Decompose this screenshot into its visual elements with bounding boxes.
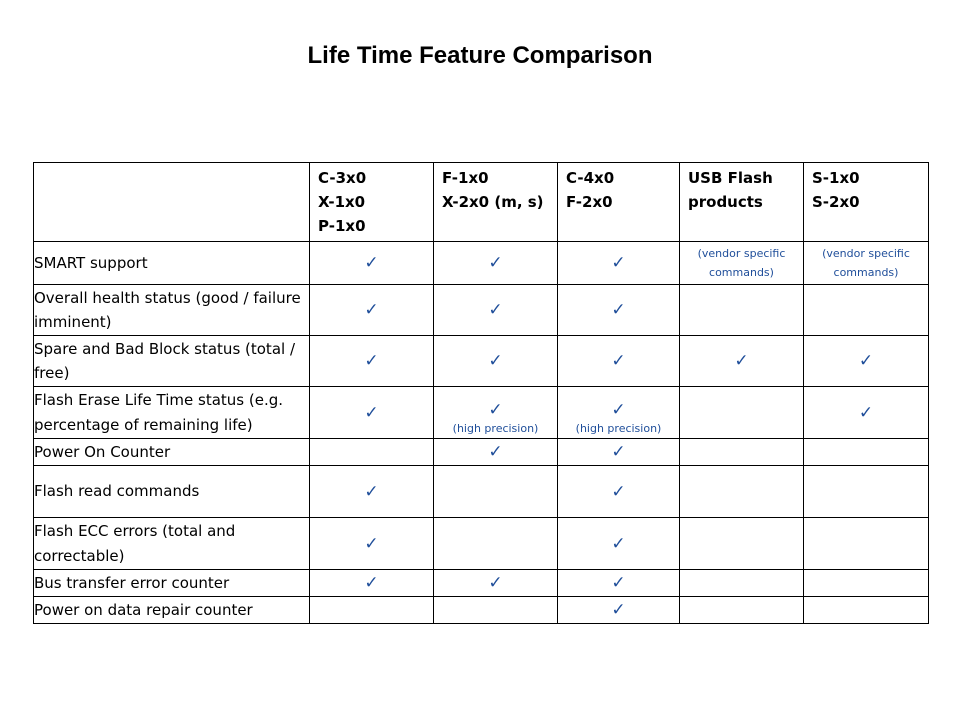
column-header-line: S-1x0 bbox=[812, 169, 860, 187]
support-cell bbox=[680, 466, 804, 518]
support-cell bbox=[310, 439, 434, 466]
checkmark-icon: ✓ bbox=[611, 600, 626, 620]
feature-comparison-table bbox=[33, 162, 929, 624]
support-cell bbox=[558, 570, 680, 597]
header-cell-empty bbox=[34, 163, 310, 242]
feature-label: Overall health status (good / failure imminent) bbox=[34, 285, 310, 336]
feature-label: Spare and Bad Block status (total / free) bbox=[34, 336, 310, 387]
support-cell bbox=[680, 518, 804, 570]
feature-label: SMART support bbox=[34, 242, 310, 285]
column-header-line: USB Flash bbox=[688, 169, 773, 187]
column-header-line: F-1x0 bbox=[442, 169, 489, 187]
support-cell bbox=[310, 570, 434, 597]
support-cell bbox=[434, 285, 558, 336]
support-cell bbox=[558, 439, 680, 466]
column-header-line: C-4x0 bbox=[566, 169, 615, 187]
column-header bbox=[680, 163, 804, 242]
feature-label: Flash read commands bbox=[34, 466, 310, 518]
support-cell bbox=[804, 439, 929, 466]
cell-note: (vendor specific commands) bbox=[822, 247, 910, 279]
support-cell bbox=[558, 285, 680, 336]
column-header-line: F-2x0 bbox=[566, 193, 613, 211]
support-cell bbox=[804, 597, 929, 624]
column-header bbox=[804, 163, 929, 242]
column-header bbox=[310, 163, 434, 242]
support-cell bbox=[680, 285, 804, 336]
feature-label: Flash Erase Life Time status (e.g. percentage of remaining life) bbox=[34, 387, 310, 439]
checkmark-icon: ✓ bbox=[488, 573, 503, 593]
support-cell bbox=[558, 466, 680, 518]
column-header-line: products bbox=[688, 193, 763, 211]
table-row bbox=[34, 466, 929, 518]
cell-note: (high precision) bbox=[575, 422, 662, 435]
support-cell bbox=[680, 336, 804, 387]
feature-label: Power On Counter bbox=[34, 439, 310, 466]
support-cell bbox=[434, 242, 558, 285]
support-cell bbox=[558, 597, 680, 624]
table-row bbox=[34, 597, 929, 624]
support-cell bbox=[558, 387, 680, 439]
support-cell bbox=[434, 336, 558, 387]
checkmark-icon: ✓ bbox=[611, 351, 626, 371]
column-header-line: P-1x0 bbox=[318, 217, 366, 235]
checkmark-icon: ✓ bbox=[611, 400, 626, 420]
feature-label: Flash ECC errors (total and correctable) bbox=[34, 518, 310, 570]
support-cell bbox=[680, 439, 804, 466]
support-cell bbox=[804, 518, 929, 570]
page-title: Life Time Feature Comparison bbox=[307, 42, 653, 69]
table-row bbox=[34, 387, 929, 439]
cell-note: (high precision) bbox=[452, 422, 539, 435]
table-row bbox=[34, 242, 929, 285]
support-cell bbox=[804, 336, 929, 387]
support-cell bbox=[804, 570, 929, 597]
support-cell bbox=[804, 285, 929, 336]
support-cell bbox=[310, 242, 434, 285]
support-cell bbox=[310, 518, 434, 570]
checkmark-icon: ✓ bbox=[611, 442, 626, 462]
checkmark-icon: ✓ bbox=[364, 300, 379, 320]
checkmark-icon: ✓ bbox=[611, 573, 626, 593]
support-cell bbox=[680, 242, 804, 285]
checkmark-icon: ✓ bbox=[488, 400, 503, 420]
cell-note: (vendor specific commands) bbox=[697, 247, 786, 279]
table-row bbox=[34, 285, 929, 336]
checkmark-icon: ✓ bbox=[734, 351, 749, 371]
checkmark-icon: ✓ bbox=[364, 351, 379, 371]
support-cell bbox=[310, 597, 434, 624]
checkmark-icon: ✓ bbox=[364, 402, 379, 423]
column-header-line: X-1x0 bbox=[318, 193, 366, 211]
support-cell bbox=[804, 242, 929, 285]
column-header bbox=[558, 163, 680, 242]
column-header-line: C-3x0 bbox=[318, 169, 367, 187]
checkmark-icon: ✓ bbox=[858, 402, 874, 423]
support-cell bbox=[310, 336, 434, 387]
table-row bbox=[34, 518, 929, 570]
checkmark-icon: ✓ bbox=[488, 253, 503, 273]
support-cell bbox=[310, 285, 434, 336]
checkmark-icon: ✓ bbox=[364, 533, 379, 554]
column-header-line: S-2x0 bbox=[812, 193, 860, 211]
support-cell bbox=[434, 570, 558, 597]
column-header bbox=[434, 163, 558, 242]
checkmark-icon: ✓ bbox=[611, 300, 626, 320]
checkmark-icon: ✓ bbox=[611, 253, 626, 273]
checkmark-icon: ✓ bbox=[364, 573, 379, 593]
support-cell bbox=[434, 439, 558, 466]
checkmark-icon: ✓ bbox=[858, 351, 874, 371]
checkmark-icon: ✓ bbox=[488, 300, 503, 320]
checkmark-icon: ✓ bbox=[364, 481, 379, 502]
feature-label: Bus transfer error counter bbox=[34, 570, 310, 597]
table-row bbox=[34, 570, 929, 597]
feature-label: Power on data repair counter bbox=[34, 597, 310, 624]
support-cell bbox=[310, 466, 434, 518]
checkmark-icon: ✓ bbox=[488, 351, 503, 371]
table-row bbox=[34, 336, 929, 387]
support-cell bbox=[434, 466, 558, 518]
support-cell bbox=[558, 242, 680, 285]
support-cell bbox=[310, 387, 434, 439]
checkmark-icon: ✓ bbox=[488, 442, 503, 462]
support-cell bbox=[434, 597, 558, 624]
support-cell bbox=[680, 387, 804, 439]
support-cell bbox=[558, 518, 680, 570]
support-cell bbox=[434, 518, 558, 570]
support-cell bbox=[804, 387, 929, 439]
checkmark-icon: ✓ bbox=[611, 533, 626, 554]
checkmark-icon: ✓ bbox=[364, 253, 379, 273]
support-cell bbox=[680, 597, 804, 624]
support-cell bbox=[434, 387, 558, 439]
support-cell bbox=[680, 570, 804, 597]
support-cell bbox=[804, 466, 929, 518]
header-row bbox=[34, 163, 929, 242]
checkmark-icon: ✓ bbox=[611, 481, 626, 502]
column-header-line: X-2x0 (m, s) bbox=[442, 193, 544, 211]
table-row bbox=[34, 439, 929, 466]
support-cell bbox=[558, 336, 680, 387]
